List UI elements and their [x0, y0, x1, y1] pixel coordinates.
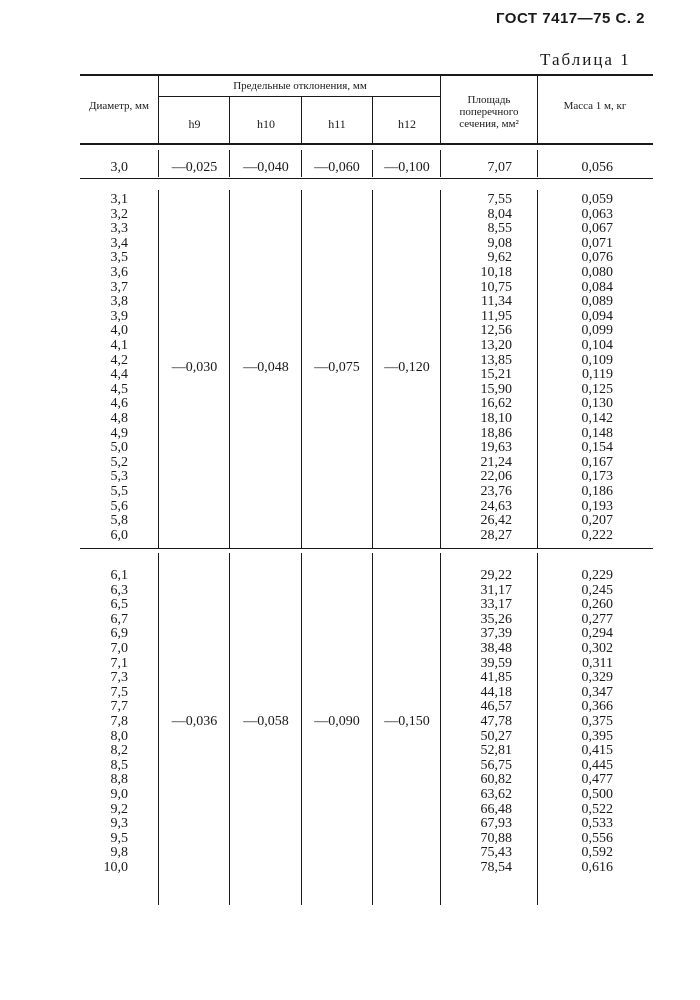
- mass-value: 0,094: [581, 308, 613, 324]
- column-divider: [440, 190, 441, 548]
- area-value: 70,88: [480, 830, 512, 846]
- mass-value: 0,130: [581, 396, 613, 412]
- diameter-value: 5,3: [110, 469, 128, 485]
- mass-value: 0,167: [581, 454, 613, 470]
- mass-value: 0,109: [581, 352, 613, 368]
- tolerance-h10: —0,040: [243, 160, 289, 175]
- mass-value: 0,063: [581, 206, 613, 222]
- area-value: 38,48: [480, 641, 512, 656]
- page-header: ГОСТ 7417—75 С. 2: [496, 10, 645, 27]
- tolerance-h12: —0,100: [384, 160, 430, 175]
- diameter-value: 7,1: [110, 655, 128, 671]
- header-mass: Масса 1 м, кг: [563, 100, 627, 112]
- diameter-value: 6,1: [110, 568, 128, 583]
- area-value: 29,22: [480, 568, 512, 583]
- mass-value: 0,366: [581, 699, 613, 715]
- diameter-value: 5,2: [110, 454, 128, 470]
- area-value: 37,39: [480, 626, 512, 642]
- tolerance-h9: —0,025: [171, 160, 218, 175]
- tolerance-h10: —0,048: [243, 359, 289, 375]
- area-value: 41,85: [480, 670, 512, 686]
- area-value: 50,27: [480, 728, 512, 744]
- mass-value: 0,592: [581, 845, 613, 861]
- tolerance-h11: —0,075: [314, 359, 360, 375]
- area-value: 52,81: [480, 743, 512, 759]
- mass-value: 0,207: [581, 513, 613, 529]
- diameter-value: 4,1: [110, 338, 128, 353]
- mass-value: 0,395: [581, 728, 613, 744]
- area-value: 7,55: [487, 192, 512, 207]
- area-value: 46,57: [480, 699, 512, 715]
- column-divider: [537, 553, 538, 905]
- area-value: 11,95: [481, 308, 512, 324]
- column-divider: [440, 553, 441, 905]
- area-value: 10,75: [480, 279, 512, 295]
- group-separator: [80, 548, 653, 549]
- tolerance-h12: —0,150: [384, 714, 430, 729]
- mass-value: 0,056: [581, 160, 613, 175]
- column-divider: [537, 190, 538, 548]
- tolerance-h12: —0,120: [384, 359, 430, 375]
- mass-value: 0,477: [581, 772, 613, 788]
- mass-value: 0,260: [581, 597, 613, 613]
- diameter-value: 8,0: [110, 728, 128, 744]
- mass-value: 0,099: [581, 323, 613, 339]
- header-limit-deviations: Предельные отклонения, мм: [233, 80, 367, 92]
- diameter-value: 6,0: [110, 527, 128, 543]
- mass-value: 0,059: [581, 192, 613, 207]
- area-value: 18,86: [480, 425, 512, 441]
- mass-value: 0,294: [581, 626, 613, 642]
- diameter-value: 7,0: [110, 641, 128, 656]
- diameter-value: 3,7: [110, 279, 128, 295]
- diameter-value: 6,3: [110, 582, 128, 598]
- diameter-value: 7,5: [110, 684, 128, 700]
- area-value: 60,82: [480, 772, 512, 788]
- column-divider: [229, 190, 230, 548]
- mass-value: 0,347: [581, 684, 613, 700]
- mass-value: 0,089: [581, 294, 613, 310]
- column-divider: [301, 553, 302, 905]
- diameter-value: 8,2: [110, 743, 128, 759]
- mass-value: 0,556: [581, 830, 613, 846]
- column-divider: [229, 553, 230, 905]
- header-h10: h10: [257, 117, 275, 131]
- column-divider: [229, 150, 230, 177]
- tolerance-h9: —0,036: [171, 714, 218, 729]
- area-value: 63,62: [480, 787, 512, 802]
- mass-value: 0,148: [581, 425, 613, 441]
- area-value: 8,55: [487, 221, 512, 237]
- area-value: 44,18: [480, 684, 512, 700]
- diameter-value: 4,6: [110, 396, 128, 412]
- area-value: 8,04: [487, 206, 512, 222]
- mass-value: 0,533: [581, 816, 613, 832]
- column-divider: [372, 553, 373, 905]
- table-caption: Таблица 1: [540, 50, 631, 69]
- header-col-divider: [440, 76, 441, 144]
- deviations-underline: [158, 96, 440, 97]
- diameter-value: 8,8: [110, 772, 128, 788]
- area-value: 24,63: [480, 498, 512, 514]
- area-value: 18,10: [480, 411, 512, 426]
- mass-value: 0,375: [581, 714, 613, 729]
- diameter-value: 8,5: [110, 757, 128, 773]
- diameter-value: 3,6: [110, 265, 128, 280]
- mass-value: 0,076: [581, 250, 613, 266]
- area-value: 22,06: [480, 469, 512, 485]
- header-col-divider: [158, 76, 159, 144]
- header-h12: h12: [398, 117, 416, 131]
- header-col-divider: [537, 76, 538, 144]
- diameter-value: 4,0: [110, 323, 128, 339]
- header-h9: h9: [188, 117, 201, 131]
- mass-value: 0,445: [581, 757, 613, 773]
- diameter-value: 3,5: [110, 250, 128, 266]
- diameter-value: 9,5: [110, 830, 128, 846]
- area-value: 13,20: [480, 338, 512, 353]
- mass-value: 0,222: [581, 527, 613, 543]
- diameter-value: 4,4: [110, 367, 128, 383]
- column-divider: [301, 190, 302, 548]
- column-divider: [301, 150, 302, 177]
- column-divider: [158, 553, 159, 905]
- diameter-value: 3,3: [110, 221, 128, 237]
- diameter-value: 7,3: [110, 670, 128, 686]
- mass-value: 0,154: [581, 440, 613, 456]
- mass-value: 0,080: [581, 265, 613, 280]
- column-divider: [537, 150, 538, 177]
- diameter-value: 5,6: [110, 498, 128, 514]
- mass-value: 0,329: [581, 670, 613, 686]
- area-value: 67,93: [480, 816, 512, 832]
- diameter-value: 6,7: [110, 611, 128, 627]
- diameter-value: 7,7: [110, 699, 128, 715]
- header-col-divider: [229, 97, 230, 144]
- diameter-value: 6,9: [110, 626, 128, 642]
- area-value: 26,42: [480, 513, 512, 529]
- diameter-value: 7,8: [110, 714, 128, 729]
- mass-value: 0,104: [581, 338, 613, 353]
- area-value: 19,63: [480, 440, 512, 456]
- diameter-value: 9,8: [110, 845, 128, 861]
- diameter-value: 3,8: [110, 294, 128, 310]
- mass-value: 0,084: [581, 279, 613, 295]
- tolerance-h11: —0,060: [314, 160, 360, 175]
- area-value: 31,17: [480, 582, 512, 598]
- area-value: 28,27: [480, 527, 512, 543]
- mass-value: 0,142: [581, 411, 613, 426]
- column-divider: [372, 150, 373, 177]
- diameter-value: 3,1: [110, 192, 128, 207]
- diameter-value: 3,0: [110, 160, 128, 175]
- diameter-value: 9,3: [110, 816, 128, 832]
- tolerance-h11: —0,090: [314, 714, 360, 729]
- area-value: 11,34: [481, 294, 512, 310]
- mass-value: 0,415: [581, 743, 613, 759]
- mass-value: 0,277: [581, 611, 613, 627]
- diameter-value: 4,5: [110, 381, 128, 397]
- area-value: 33,17: [480, 597, 512, 613]
- area-value: 9,08: [487, 235, 512, 251]
- diameter-value: 4,2: [110, 352, 128, 368]
- area-value: 78,54: [480, 860, 512, 875]
- group-separator: [80, 178, 653, 179]
- tolerance-h10: —0,058: [243, 714, 289, 729]
- area-value: 12,56: [480, 323, 512, 339]
- area-value: 10,18: [480, 265, 512, 280]
- diameter-value: 5,8: [110, 513, 128, 529]
- mass-value: 0,302: [581, 641, 613, 656]
- table-top-rule: [80, 74, 653, 76]
- header-h11: h11: [328, 117, 346, 131]
- area-value: 21,24: [480, 454, 512, 470]
- area-value: 35,26: [480, 611, 512, 627]
- mass-value: 0,125: [581, 381, 613, 397]
- column-divider: [440, 150, 441, 177]
- area-value: 75,43: [480, 845, 512, 861]
- mass-value: 0,071: [581, 235, 613, 251]
- tolerance-h9: —0,030: [171, 359, 218, 375]
- diameter-value: 5,0: [110, 440, 128, 456]
- area-value: 9,62: [487, 250, 512, 266]
- area-value: 56,75: [480, 757, 512, 773]
- diameter-value: 4,9: [110, 425, 128, 441]
- area-value: 23,76: [480, 484, 512, 499]
- diameter-value: 3,4: [110, 235, 128, 251]
- diameter-value: 9,2: [110, 801, 128, 817]
- diameter-value: 9,0: [110, 787, 128, 802]
- column-divider: [158, 150, 159, 177]
- header-area: Площадь поперечного сечения, мм²: [459, 94, 519, 130]
- diameter-value: 5,5: [110, 484, 128, 499]
- area-value: 47,78: [480, 714, 512, 729]
- column-divider: [158, 190, 159, 548]
- mass-value: 0,186: [581, 484, 613, 499]
- area-value: 15,90: [480, 381, 512, 397]
- diameter-value: 3,9: [110, 308, 128, 324]
- area-value: 7,07: [487, 160, 512, 175]
- header-col-divider: [372, 97, 373, 144]
- mass-value: 0,173: [581, 469, 613, 485]
- diameter-value: 6,5: [110, 597, 128, 613]
- area-value: 39,59: [480, 655, 512, 671]
- mass-value: 0,522: [581, 801, 613, 817]
- diameter-value: 4,8: [110, 411, 128, 426]
- mass-value: 0,067: [581, 221, 613, 237]
- mass-value: 0,229: [581, 568, 613, 583]
- mass-value: 0,119: [582, 367, 613, 383]
- area-value: 66,48: [480, 801, 512, 817]
- mass-value: 0,193: [581, 498, 613, 514]
- diameter-value: 10,0: [103, 860, 128, 875]
- mass-value: 0,616: [581, 860, 613, 875]
- diameter-value: 3,2: [110, 206, 128, 222]
- header-diameter: Диаметр, мм: [89, 100, 149, 112]
- mass-value: 0,245: [581, 582, 613, 598]
- area-value: 16,62: [480, 396, 512, 412]
- header-bottom-rule: [80, 143, 653, 145]
- area-value: 13,85: [480, 352, 512, 368]
- mass-value: 0,500: [581, 787, 613, 802]
- column-divider: [372, 190, 373, 548]
- mass-value: 0,311: [582, 655, 613, 671]
- area-value: 15,21: [480, 367, 512, 383]
